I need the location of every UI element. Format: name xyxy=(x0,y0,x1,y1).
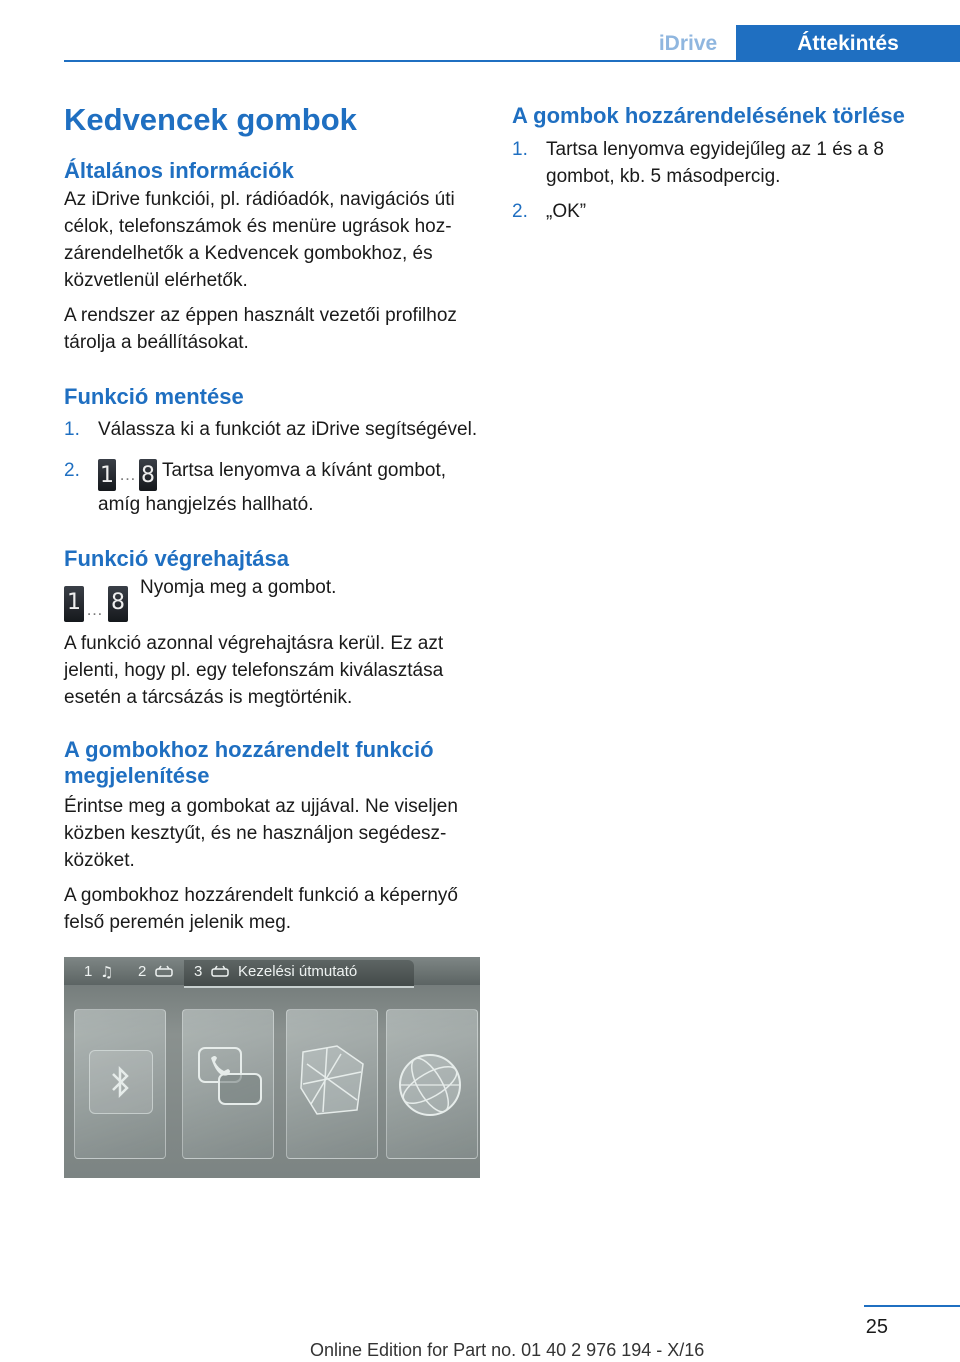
ellipsis: … xyxy=(119,465,136,484)
car-icon xyxy=(210,965,230,979)
execute-keys-line xyxy=(64,578,480,624)
step-number: 1. xyxy=(512,139,528,160)
favorite-key-1-icon: 1 xyxy=(98,459,116,491)
map-icon xyxy=(297,1044,369,1118)
screen-active-label: Kezelési útmutató xyxy=(238,963,358,980)
favorite-key-8-icon: 8 xyxy=(108,586,128,622)
left-column xyxy=(64,98,480,936)
execute-line: Nyomja meg a gombot. xyxy=(140,577,337,598)
favorite-key-1-icon: 1 xyxy=(64,586,84,622)
display-p2: A gombokhoz hozzárendelt funkció a képernyő felső peremén jelenik meg. xyxy=(64,885,458,933)
general-heading: Általános információk xyxy=(64,158,294,183)
tile-navigation xyxy=(286,1009,378,1159)
step-text: Tartsa lenyomva egyidejűleg az 1 és a 8 gombot, kb. 5 másodpercig. xyxy=(546,139,884,187)
right-column xyxy=(512,98,932,225)
header-tab: Áttekintés xyxy=(736,25,960,62)
bluetooth-icon xyxy=(105,1064,135,1100)
screen-tab-2: 2 xyxy=(138,963,147,980)
tile-internet xyxy=(386,1009,478,1159)
save-step-2 xyxy=(64,457,480,518)
step-text: Válassza ki a funkciót az iDrive segítségével. xyxy=(98,419,478,440)
save-step-1 xyxy=(64,416,480,443)
phone-messages-icon xyxy=(195,1044,265,1116)
general-p2: A rendszer az éppen használt vezetői profilhoz tárolja a beállításokat. xyxy=(64,305,457,353)
save-steps xyxy=(64,416,480,518)
ellipsis: … xyxy=(86,600,103,619)
delete-step-2 xyxy=(512,198,932,225)
execute-p: A funkció azonnal végrehajtásra kerül. Ez azt jelenti, hogy pl. egy telefonszám kiválasztása esetén a tárcsázás is megtörténik. xyxy=(64,633,444,708)
screen-tab-3: 3 xyxy=(194,963,203,980)
idrive-screen-image xyxy=(64,957,480,1178)
header-rule xyxy=(64,60,960,62)
delete-heading: A gombok hozzárendelésének törlése xyxy=(512,103,905,128)
page-title: Kedvencek gombok xyxy=(64,102,357,137)
screen-tab-1: 1 xyxy=(84,963,93,980)
footer-rule xyxy=(864,1305,960,1307)
delete-steps xyxy=(512,136,932,225)
execute-heading: Funkció végrehajtása xyxy=(64,546,289,571)
step-text: Tartsa lenyomva a kívánt gombot, amíg hangjelzés hallható. xyxy=(98,460,447,515)
delete-step-1 xyxy=(512,136,932,190)
general-p1: Az iDrive funkciói, pl. rádióadók, navigációs úti célok, telefonszámok és menüre ugrások hozzárendelhetők a Kedvencek gombokhoz, és közvetlenül elérhetők. xyxy=(64,189,455,291)
header-section: iDrive xyxy=(658,32,718,55)
footer-edition: Online Edition for Part no. 01 40 2 976 194 - X/16 xyxy=(310,1340,705,1360)
page-number: 25 xyxy=(865,1316,888,1338)
music-note-icon: ♫ xyxy=(100,963,114,981)
step-number: 2. xyxy=(512,201,528,222)
step-number: 2. xyxy=(64,460,80,481)
car-icon xyxy=(154,965,174,979)
globe-icon xyxy=(395,1050,465,1120)
step-number: 1. xyxy=(64,419,80,440)
save-heading: Funkció mentése xyxy=(64,384,244,409)
display-heading: A gombokhoz hozzárendelt funkció megjelenítése xyxy=(64,737,434,788)
tile-bluetooth xyxy=(74,1009,166,1159)
display-p1: Érintse meg a gombokat az ujjával. Ne viseljen közben kesztyűt, és ne használjon segédeszközöket. xyxy=(64,796,458,871)
tile-phone xyxy=(182,1009,274,1159)
step-text: „OK” xyxy=(546,201,587,222)
favorite-key-8-icon: 8 xyxy=(139,459,157,491)
